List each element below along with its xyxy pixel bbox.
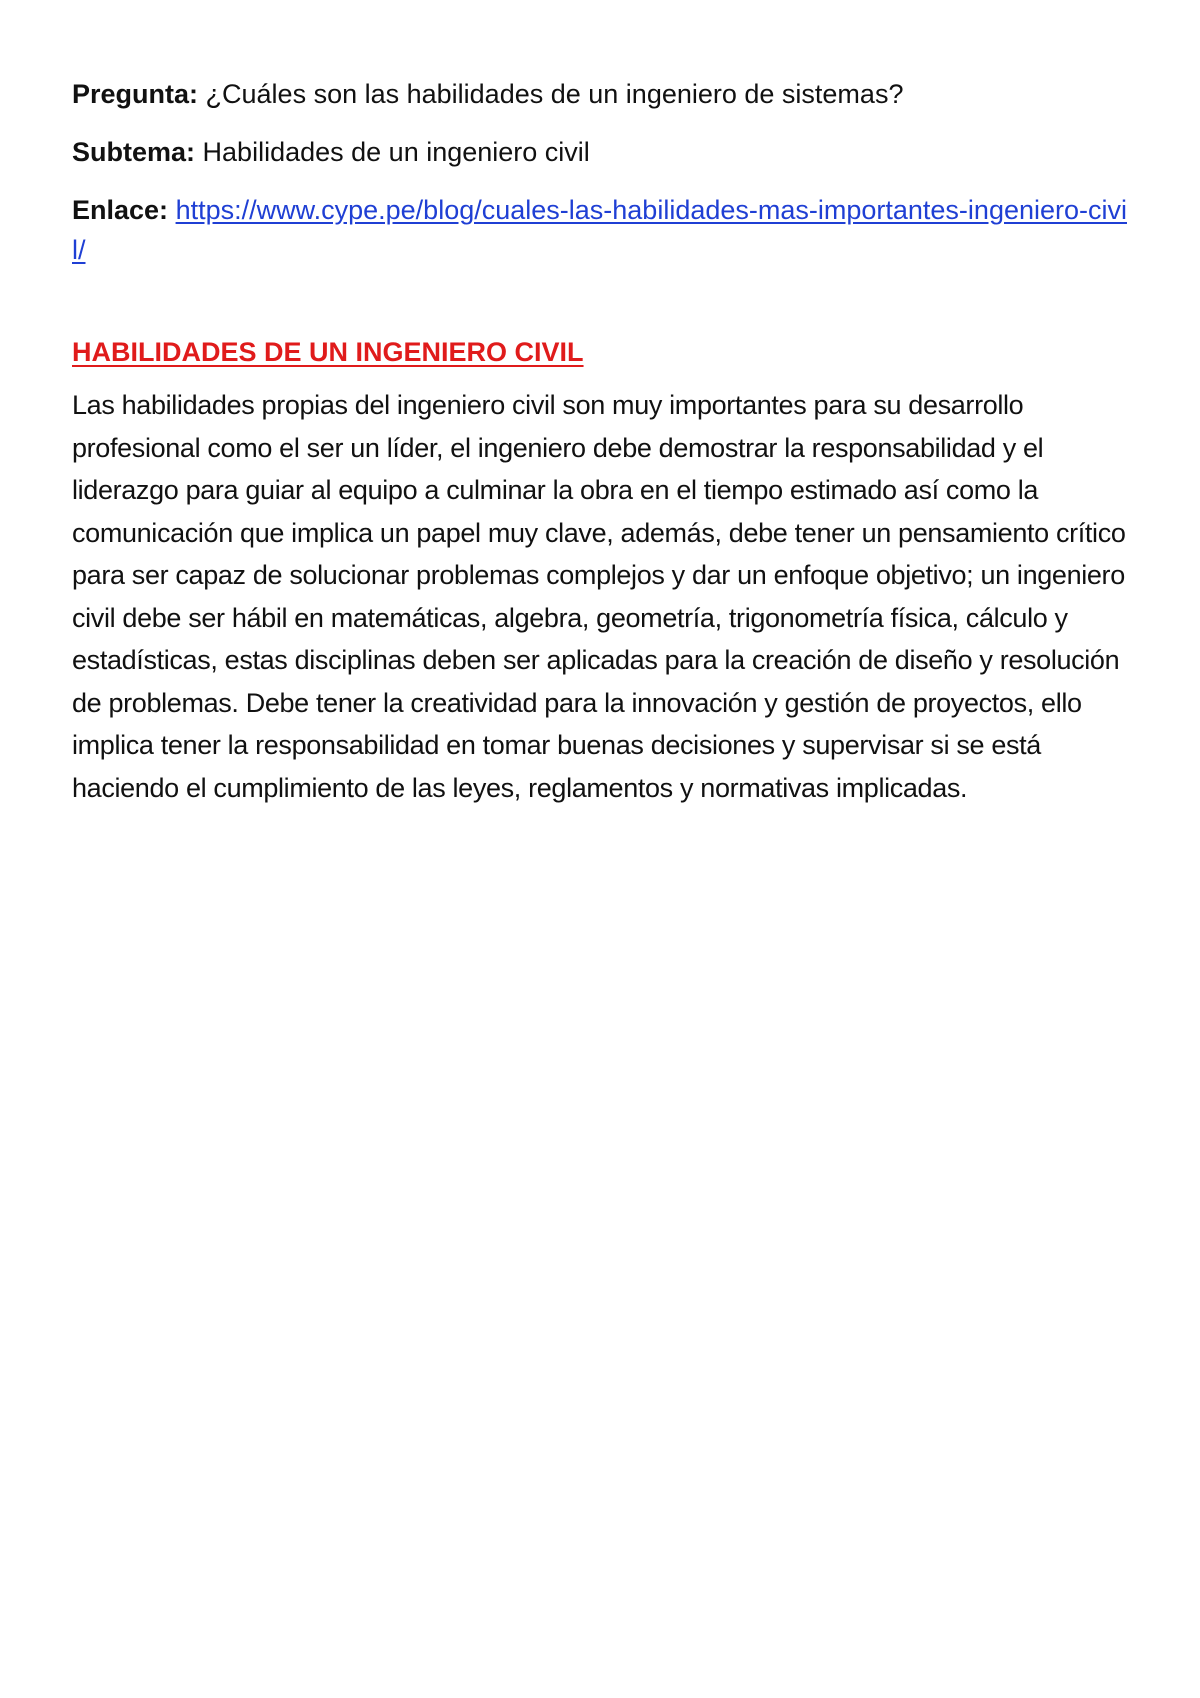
question-line bbox=[72, 74, 1132, 114]
section-heading: HABILIDADES DE UN INGENIERO CIVIL bbox=[72, 337, 584, 367]
link-label: Enlace: bbox=[72, 195, 169, 225]
source-link[interactable]: https://www.cype.pe/blog/cuales-las-habilidades-mas-importantes-ingeniero-civil/ bbox=[72, 195, 1127, 265]
section-paragraph: Las habilidades propias del ingeniero civil son muy importantes para su desarrollo profesional como el ser un líder, el ingeniero debe demostrar la responsabilidad y el liderazgo para guiar al equipo a culminar la obra en el tiempo estimado así como la comunicación que implica un papel muy clave, además, debe tener un pensamiento crítico para ser capaz de solucionar problemas complejos y dar un enfoque objetivo; un ingeniero civil debe ser hábil en matemáticas, algebra, geometría, trigonometría física, cálculo y estadísticas, estas disciplinas deben ser aplicadas para la creación de diseño y resolución de problemas. Debe tener la creatividad para la innovación y gestión de proyectos, ello implica tener la responsabilidad en tomar buenas decisiones y supervisar si se está haciendo el cumplimiento de las leyes, reglamentos y normativas implicadas. bbox=[72, 390, 1126, 803]
link-line bbox=[72, 190, 1132, 270]
document-page bbox=[72, 74, 1132, 809]
question-label: Pregunta: bbox=[72, 79, 199, 109]
subtopic-text: Habilidades de un ingeniero civil bbox=[202, 137, 590, 167]
subtopic-line bbox=[72, 132, 1132, 172]
subtopic-label: Subtema: bbox=[72, 137, 196, 167]
question-text: ¿Cuáles son las habilidades de un ingeniero de sistemas? bbox=[205, 79, 904, 109]
